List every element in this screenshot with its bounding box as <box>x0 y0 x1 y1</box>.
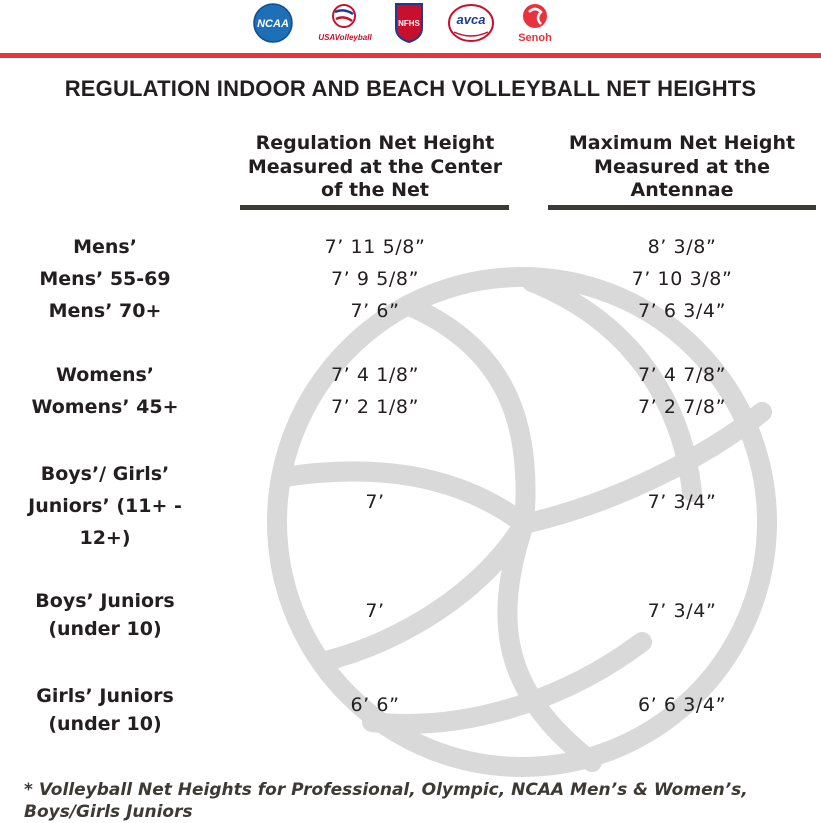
nfhs-logo <box>394 2 424 44</box>
senoh-icon <box>508 2 562 44</box>
row-category: Boys’/ Girls’ Juniors’ (11+ - 12+) <box>28 463 182 549</box>
row-maximum-value: 7’ 3/4” <box>647 600 717 622</box>
footnote <box>24 779 748 823</box>
row-maximum-value: 7’ 10 3/8” <box>631 268 733 290</box>
row-maximum-value: 7’ 3/4” <box>647 491 717 513</box>
row-regulation-value: 7’ 2 1/8” <box>330 396 420 418</box>
row-regulation-value: 7’ <box>365 491 385 513</box>
row-category: Mens’ <box>73 236 137 258</box>
senoh-text: Senoh <box>518 32 552 44</box>
row-maximum-value: 8’ 3/8” <box>647 236 717 258</box>
row-regulation-value: 7’ 9 5/8” <box>330 268 420 290</box>
row-maximum-value: 7’ 6 3/4” <box>637 300 727 322</box>
column-header-maximum-text: Maximum Net Height Measured at the Antennae <box>568 132 796 201</box>
row-maximum-value: 7’ 4 7/8” <box>637 364 727 386</box>
row-regulation-value: 7’ 4 1/8” <box>330 364 420 386</box>
row-regulation-value: 6’ 6” <box>350 694 400 716</box>
avca-icon <box>446 2 496 44</box>
logo-strip <box>0 0 821 50</box>
usa-volleyball-text: USAVolleyball <box>318 33 372 42</box>
row-category: Womens’ <box>55 364 155 386</box>
row-maximum-value: 7’ 2 7/8” <box>637 396 727 418</box>
row-regulation-value: 7’ 6” <box>350 300 400 322</box>
senoh-logo <box>508 2 562 44</box>
row-regulation-value: 7’ 11 5/8” <box>324 236 426 258</box>
column-header-regulation-text: Regulation Net Height Measured at the Center of the Net <box>247 132 503 201</box>
nfhs-text: NFHS <box>398 19 420 28</box>
page-title: REGULATION INDOOR AND BEACH VOLLEYBALL NET HEIGHTS <box>64 76 757 101</box>
row-category: Boys’ Juniors (under 10) <box>35 590 175 640</box>
footnote-asterisk: * <box>24 780 33 800</box>
footnote-text: Volleyball Net Heights for Professional, Olympic, NCAA Men’s & Women’s, Boys/Girls Juniors <box>24 780 748 822</box>
accent-divider <box>0 53 821 58</box>
ncaa-logo-icon <box>252 2 294 44</box>
row-regulation-value: 7’ <box>365 600 385 622</box>
row-category: Mens’ 70+ <box>48 300 162 322</box>
avca-logo <box>446 2 496 44</box>
row-category: Girls’ Juniors (under 10) <box>36 685 174 735</box>
ncaa-logo-text: NCAA <box>257 18 289 30</box>
column-header-regulation <box>238 132 512 203</box>
nfhs-shield-icon <box>394 2 424 44</box>
row-category: Womens’ 45+ <box>31 396 179 418</box>
column-rule-regulation <box>240 205 509 210</box>
row-maximum-value: 6’ 6 3/4” <box>637 694 727 716</box>
usa-volleyball-logo <box>318 2 372 44</box>
column-rule-maximum <box>548 205 816 210</box>
column-header-maximum <box>548 132 816 203</box>
usa-volleyball-icon <box>318 2 372 44</box>
avca-text: avca <box>456 12 486 27</box>
row-category: Mens’ 55-69 <box>39 268 171 290</box>
ncaa-logo <box>252 2 294 44</box>
